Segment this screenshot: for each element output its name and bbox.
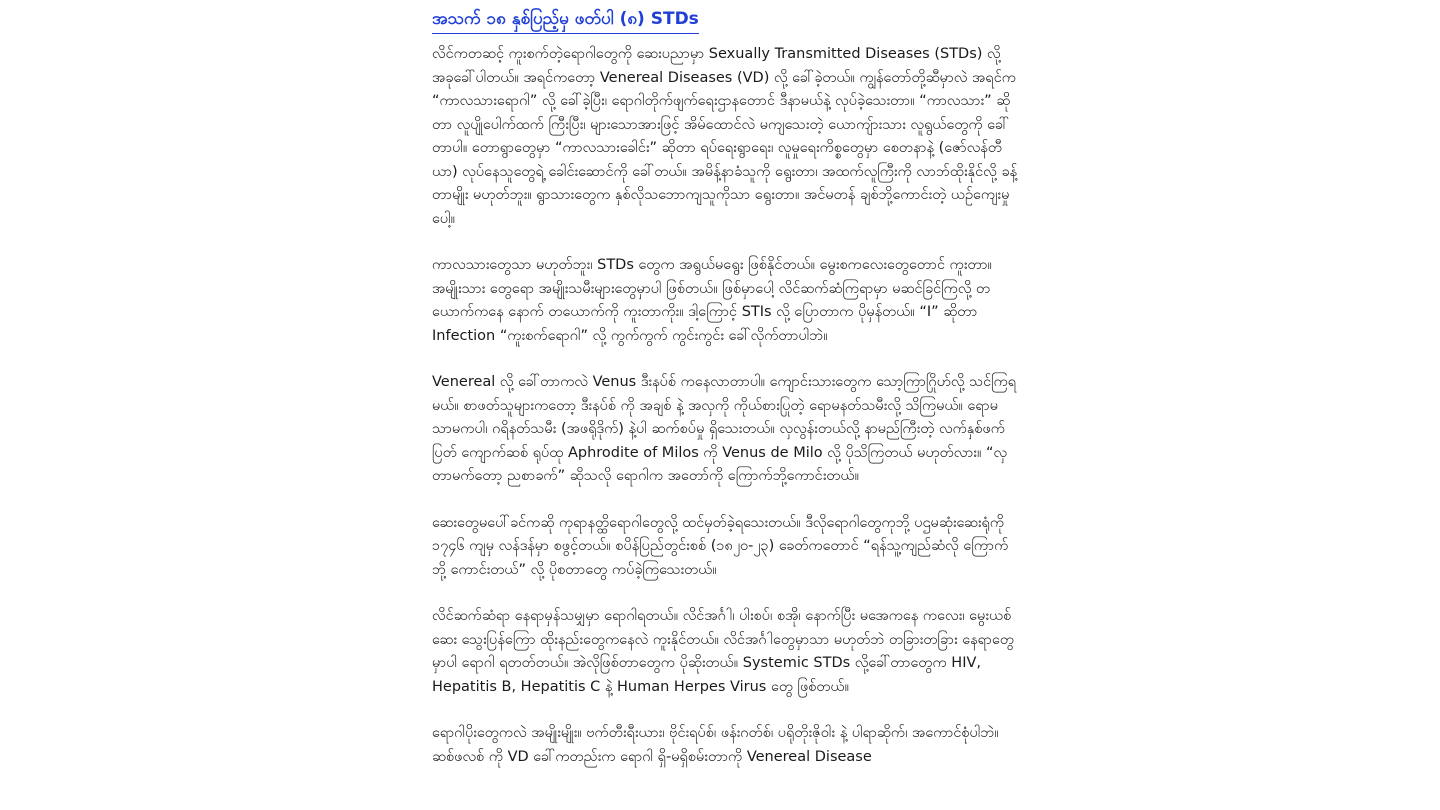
paragraph-4: ဆေးတွေမပေါ်ခင်ကဆို ကုရာနတ္ထိရောဂါတွေလို့ ထင်မှတ်ခဲ့ရသေးတယ်။ ဒီလိုရောဂါတွေကုဘို့ ပဌမဆုံးဆေးရုံကို ၁၇၄၆ ကျမှ လန်ဒန်မှာ စဖွင့်တယ်။ စပိန်ပြည်တွင်းစစ် (၁၈၂၀-၂၃) ခေတ်ကတောင် “ရန်သူ့ကျည်ဆံလို ကြောက်ဘို့ ကောင်းတယ်” လို့ ပိုစတာတွေ ကပ်ခဲ့ကြသေးတယ်။ [432, 514, 1009, 578]
paragraph-5: လိင်ဆက်ဆံရာ နေရာမှန်သမျှမှာ ရောဂါရတယ်။ လိင်အင်္ဂါ၊ ပါးစပ်၊ စအို၊ နောက်ပြီး မအေကနေ ကလေး၊ မွေးယစ်ဆေး သွေးပြန်ကြော ထိုးနည်းတွေကနေလဲ ကူးနိုင်တယ်။ လိင်အင်္ဂါတွေမှာသာ မဟုတ်ဘဲ တခြားတခြား နေရာတွေမှာပါ ရောဂါ ရတတ်တယ်။ အဲလိုဖြစ်တာတွေက ပိုဆိုးတယ်။ Systemic STDs လို့ခေါ်တာတွေက HIV, Hepatitis B, Hepatitis C နဲ့ Human Herpes Virus တွေ ဖြစ်တယ်။ [432, 608, 1014, 695]
paragraph-6: ရောဂါပိုးတွေကလဲ အမျိုးမျိုး။ ဗက်တီးရီးယား၊ ဗိုင်းရပ်စ်၊ ဖန်းဂတ်စ်၊ ပရိုတိုးဇိုဝါး နဲ့ ပါရာဆိုက်၊ အကောင်စုံပါဘဲ။ ဆစ်ဖလစ် ကို VD ခေါ်ကတည်းက ရောဂါ ရှိ-မရှိစမ်းတာကို Venereal Disease [432, 725, 999, 765]
paragraph-3: Venereal လို့ ခေါ်တာကလဲ Venus ဒီးနပ်စ် ကနေလာတာပါ။ ကျောင်းသားတွေက သော့ကြာဂြိုဟ်လို့ သင်ကြရမယ်။ စာဖတ်သူများကတော့ ဒီးနပ်စ် ကို အချစ် နဲ့ အလှကို ကိုယ်စားပြုတဲ့ ရောမနတ်သမီးလို့ သိကြမယ်။ ရောမ သာမကပါ၊ ဂရိနတ်သမီး (အဖရိုဒိုက်) နဲ့ပါ ဆက်စပ်မှု ရှိသေးတယ်။ လှလွန်းတယ်လို့ နာမည်ကြီးတဲ့ လက်နှစ်ဖက်ပြတ် ကျောက်ဆစ် ရုပ်ထု Aphrodite of Milos ကို Venus de Milo လို့ ပိုသိကြတယ် မဟုတ်လား။ “လှတာမက်တော့ ညစာခက်” ဆိုသလို ရောဂါက အတော်ကို ကြောက်ဘို့ကောင်းတယ်။ [432, 374, 1017, 484]
article [432, 6, 1018, 792]
paragraph-1: လိင်ကတဆင့် ကူးစက်တဲ့ရောဂါတွေကို ဆေးပညာမှာ Sexually Transmitted Diseases (STDs) လို့ အခုခေါ်ပါတယ်။ အရင်ကတော့ Venereal Diseases (VD) လို့ ခေါ်ခဲ့တယ်။ ကျွန်တော်တို့ဆီမှာလဲ အရင်က “ကာလသားရောဂါ” လို့ ခေါ်ခဲ့ပြီး၊ ရောဂါတိုက်ဖျက်ရေးဌာနတောင် ဒီနာမယ်နဲ့ လုပ်ခဲ့သေးတာ။ “ကာလသား” ဆိုတာ လူပျိုပေါက်ထက် ကြီးပြီး၊ များသောအားဖြင့် အိမ်ထောင်လဲ မကျသေးတဲ့ ယောကျ်ားသား လူရွယ်တွေကို ခေါ်တာပါ။ တောရွာတွေမှာ “ကာလသားခေါင်း” ဆိုတာ ရပ်ရေးရွာရေး၊ လူမှုရေးကိစ္စတွေမှာ စေတနာနဲ့ (ဇော်လန်တီယာ) လုပ်နေသူတွေရဲ့ ခေါင်းဆောင်ကို ခေါ်တယ်။ အမိန့်နာခံသူကို ရွေးတာ၊ အထက်လူကြီးကို လာဘ်ထိုးနိုင်လို့ ခန့်တာမျိုး မဟုတ်ဘူး။ ရွာသားတွေက နှစ်လိုသဘောကျသူကိုသာ ရွေးတာ။ အင်မတန် ချစ်ဘို့ကောင်းတဲ့ ယဉ်ကျေးမှုပေါ့။ [432, 46, 1018, 227]
paragraph-2: ကာလသားတွေသာ မဟုတ်ဘူး၊ STDs တွေက အရွယ်မရွေး ဖြစ်နိုင်တယ်။ မွေးစကလေးတွေတောင် ကူးတာ။ အမျိုးသား တွေရော အမျိုးသမီးများတွေမှာပါ ဖြစ်တယ်။ ဖြစ်မှာပေါ့ လိင်ဆက်ဆံကြရာမှာ မဆင်ခြင်ကြလို့ တယောက်ကနေ နောက် တယောက်ကို ကူးတာကိုး။ ဒါ့ကြောင့် STIs လို့ ပြောတာက ပိုမှန်တယ်။ “I” ဆိုတာ Infection “ကူးစက်ရောဂါ” လို့ ကွက်ကွက် ကွင်းကွင်း ခေါ်လိုက်တာပါဘဲ။ [432, 257, 992, 344]
article-title-link[interactable]: အသက် ၁၈ နှစ်ပြည့်မှ ဖတ်ပါ (၈) STDs [432, 6, 699, 34]
